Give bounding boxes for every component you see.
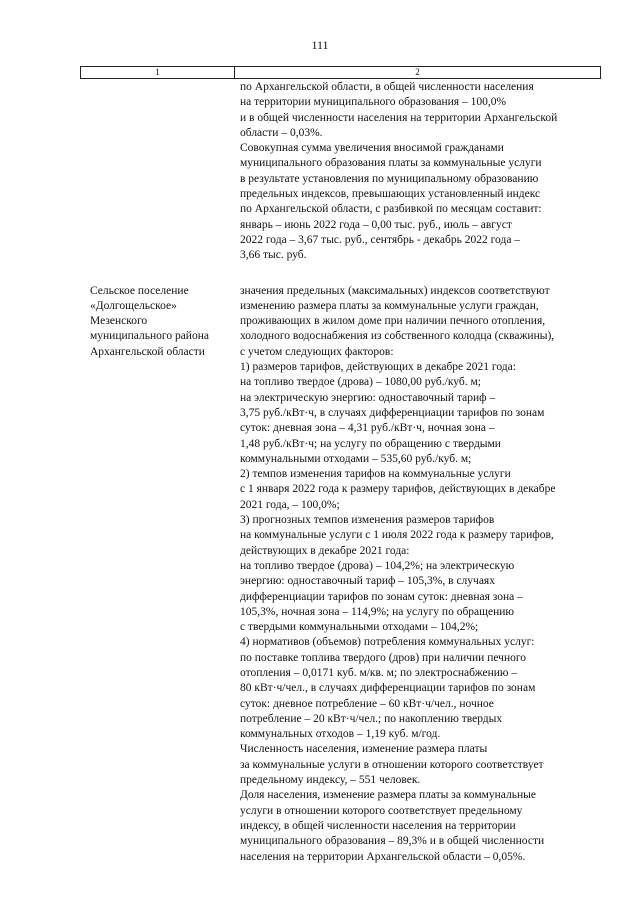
- text-line: на топливо твердое (дрова) – 1080,00 руб./куб. м;: [240, 376, 481, 389]
- text-line: на территории муниципального образования – 100,0%: [240, 96, 507, 109]
- text-line: Доля населения, изменение размера платы за коммунальные: [240, 789, 536, 802]
- text-line: с 1 января 2022 года к размеру тарифов, действующих в декабре: [240, 483, 556, 496]
- text-line: холодного водоснабжения из собственного колодца (скважины),: [240, 330, 555, 343]
- text-line: 3) прогнозных темпов изменения размеров тарифов: [240, 514, 495, 527]
- text-line: суток: дневная зона – 4,31 руб./кВт·ч, ночная зона –: [240, 422, 495, 435]
- text-line: 105,3%, ночная зона – 114,9%; на услугу по обращению: [240, 605, 515, 618]
- column-header-1: 1: [81, 67, 235, 78]
- text-line: муниципального образования – 89,3% и в общей численности: [240, 835, 545, 848]
- text-line: 1) размеров тарифов, действующих в декабре 2021 года:: [240, 361, 516, 374]
- text-line: изменению размера платы за коммунальные услуги граждан,: [240, 299, 539, 312]
- text-line: действующих в декабре 2021 года:: [240, 544, 410, 557]
- text-line: Совокупная сумма увеличения вносимой гражданами: [240, 142, 504, 155]
- text-line: на топливо твердое (дрова) – 104,2%; на электрическую: [240, 559, 515, 572]
- text-line: 2) темпов изменения тарифов на коммунальные услуги: [240, 468, 511, 481]
- text-line: суток: дневное потребление – 60 кВт·ч/чел., ночное: [240, 697, 494, 710]
- text-line: области – 0,03%.: [240, 126, 323, 139]
- text-line: муниципального образования платы за коммунальные услуги: [240, 157, 542, 170]
- text-line: Численность населения, изменение размера платы: [240, 743, 488, 756]
- index-description-cell: [240, 80, 601, 264]
- text-line: с твердыми коммунальными отходами – 104,2%;: [240, 621, 479, 634]
- page-number: 111: [311, 38, 329, 52]
- text-line: 80 кВт·ч/чел., в случаях дифференциации тарифов по зонам: [240, 682, 536, 695]
- text-line: 1,48 руб./кВт·ч; на услугу по обращению с твердыми: [240, 437, 501, 450]
- text-line: за коммунальные услуги в отношении которого соответствует: [240, 758, 544, 771]
- text-line: предельному индексу, – 551 человек.: [240, 774, 421, 787]
- text-line: 3,75 руб./кВт·ч, в случаях дифференциации тарифов по зонам: [240, 406, 545, 419]
- municipality-cell: [80, 80, 240, 264]
- municipality-name-line: Мезенского: [90, 315, 148, 328]
- text-line: в результате установления по муниципальному образованию: [240, 172, 539, 185]
- table-row: [80, 284, 601, 865]
- text-line: энергию: одноставочный тариф – 105,3%, в случаях: [240, 575, 495, 588]
- text-line: проживающих в жилом доме при наличии печного отопления,: [240, 315, 546, 328]
- municipality-name-line: «Долгощельское»: [90, 299, 177, 312]
- text-line: населения на территории Архангельской области – 0,05%.: [240, 850, 526, 863]
- index-description-cell: [240, 284, 601, 865]
- document-table: [80, 66, 601, 865]
- text-line: с учетом следующих факторов:: [240, 345, 394, 358]
- text-line: услуги в отношении которого соответствует предельному: [240, 804, 523, 817]
- text-line: 3,66 тыс. руб.: [240, 249, 307, 262]
- text-line: отопления – 0,0171 куб. м/кв. м; по электроснабжению –: [240, 666, 518, 679]
- municipality-name-line: Архангельской области: [90, 345, 205, 358]
- text-line: предельных индексов, превышающих установленный индекс: [240, 188, 541, 201]
- table-row: [80, 80, 601, 264]
- text-line: значения предельных (максимальных) индексов соответствуют: [240, 284, 550, 297]
- municipality-name-line: Сельское поселение: [90, 284, 189, 297]
- text-line: коммунальных отходов – 1,19 куб. м/год.: [240, 728, 441, 741]
- text-line: 2021 года, – 100,0%;: [240, 498, 340, 511]
- text-line: дифференциации тарифов по зонам суток: дневная зона –: [240, 590, 523, 603]
- text-line: по поставке топлива твердого (дров) при наличии печного: [240, 651, 527, 664]
- text-line: потребление – 20 кВт·ч/чел.; по накоплению твердых: [240, 712, 503, 725]
- text-line: коммунальными отходами – 535,60 руб./куб. м;: [240, 452, 472, 465]
- text-line: и в общей численности населения на территории Архангельской: [240, 111, 558, 124]
- text-line: по Архангельской области, с разбивкой по месяцам составит:: [240, 203, 542, 216]
- text-line: 2022 года – 3,67 тыс. руб., сентябрь - декабрь 2022 года –: [240, 233, 521, 246]
- municipality-name-line: муниципального района: [90, 330, 209, 343]
- text-line: январь – июнь 2022 года – 0,00 тыс. руб., июль – август: [240, 218, 512, 231]
- text-line: по Архангельской области, в общей численности населения: [240, 81, 534, 93]
- text-line: на коммунальные услуги с 1 июля 2022 года к размеру тарифов,: [240, 529, 554, 542]
- text-line: на электрическую энергию: одноставочный тариф –: [240, 391, 496, 404]
- municipality-cell: [80, 284, 240, 865]
- column-header-2: 2: [415, 67, 420, 77]
- text-line: 4) нормативов (объемов) потребления коммунальных услуг:: [240, 636, 535, 649]
- table-header-row: [80, 66, 601, 79]
- text-line: индексу, в общей численности населения на территории: [240, 819, 516, 832]
